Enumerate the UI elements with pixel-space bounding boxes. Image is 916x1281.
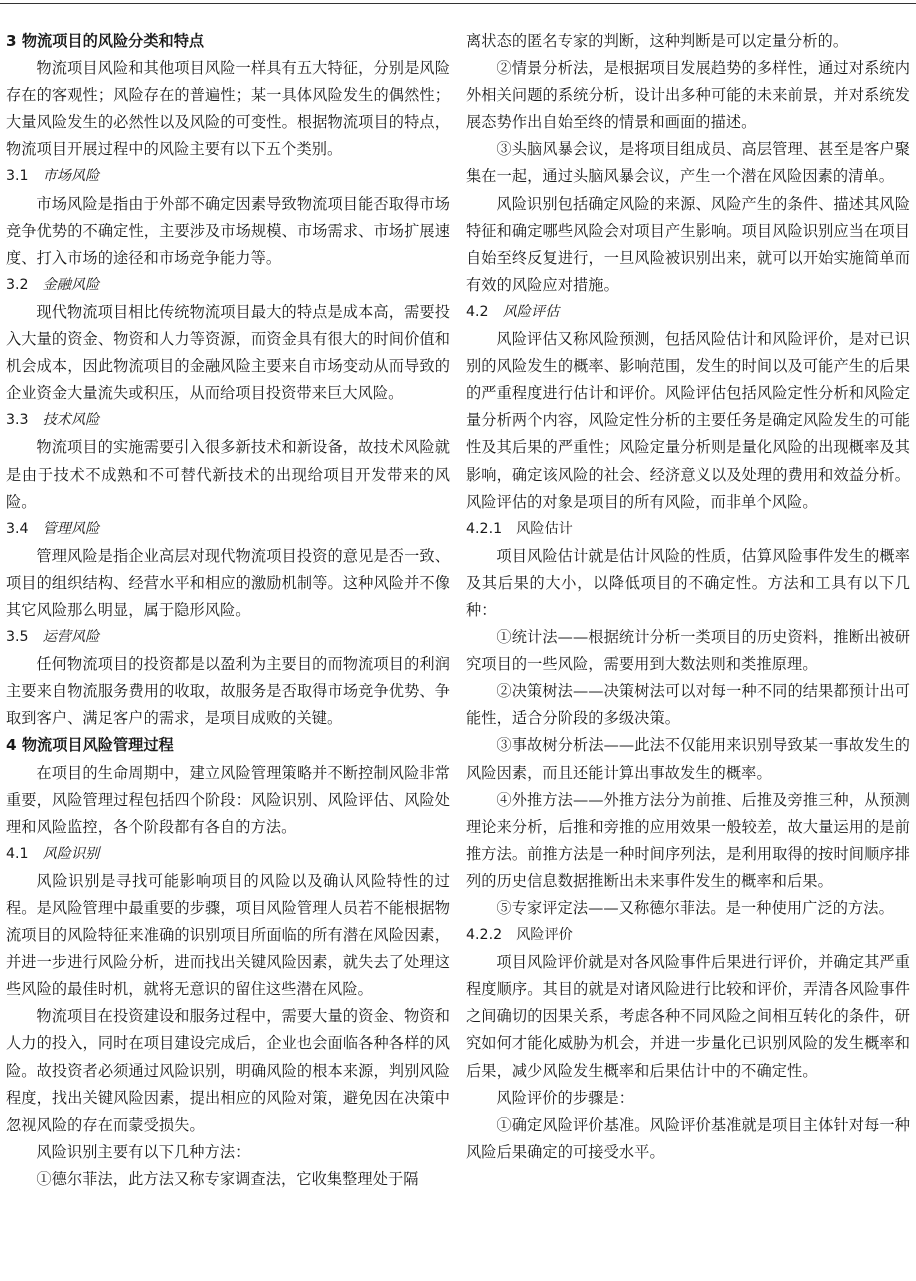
section-4-2-heading xyxy=(466,299,910,326)
section-3-heading: 3 物流项目的风险分类和特点 xyxy=(6,32,205,50)
paragraph: 风险识别包括确定风险的来源、风险产生的条件、描述其风险特征和确定哪些风险会对项目产生影响。项目风险识别应当在项目自始至终反复进行，一旦风险被识别出来，就可以开始实施简单而有效的风险应对措施。 xyxy=(466,194,910,294)
section-title: 风险估计 xyxy=(516,520,573,537)
paragraph: ①德尔菲法，此方法又称专家调查法，它收集整理处于隔 xyxy=(36,1169,419,1188)
section-number: 3.5 xyxy=(6,629,29,646)
paragraph: 管理风险是指企业高层对现代物流项目投资的意见是否一致、项目的组织结构、经营水平和相应的激励机制等。这种风险并不像其它风险那么明显，属于隐形风险。 xyxy=(6,546,450,619)
section-3-5-heading xyxy=(6,624,450,651)
paragraph: 风险评价的步骤是： xyxy=(496,1088,634,1107)
right-column xyxy=(466,28,910,1193)
section-title: 技术风险 xyxy=(42,412,100,429)
section-title: 风险评估 xyxy=(502,303,560,320)
section-title: 风险评价 xyxy=(516,927,573,944)
paragraph-continued: 离状态的匿名专家的判断，这种判断是可以定量分析的。 xyxy=(466,32,849,50)
paragraph: 项目风险估计就是估计风险的性质，估算风险事件发生的概率及其后果的大小，以降低项目的不确定性。方法和工具有以下几种： xyxy=(466,546,910,619)
header-rule xyxy=(0,0,916,4)
section-number: 3.2 xyxy=(6,276,29,293)
article-body xyxy=(0,28,916,1193)
section-title: 风险识别 xyxy=(42,845,100,862)
paragraph: 物流项目在投资建设和服务过程中，需要大量的资金、物资和人力的投入，同时在项目建设完成后，企业也会面临各种各样的风险。故投资者必须通过风险识别，明确风险的根本来源，判别风险程度，找出关键风险因素，提出相应的风险对策，避免因在决策中忽视风险的存在而蒙受损失。 xyxy=(6,1007,450,1134)
section-3-intro: 物流项目风险和其他项目风险一样具有五大特征，分别是风险存在的客观性；风险存在的普遍性；某一具体风险发生的偶然性；大量风险发生的必然性以及风险的可变性。根据物流项目的特点，物流项目开展过程中的风险主要有以下五个类别。 xyxy=(6,59,450,159)
section-3-1-heading xyxy=(6,163,450,190)
paragraph: 市场风险是指由于外部不确定因素导致物流项目能否取得市场竞争优势的不确定性，主要涉及市场规模、市场需求、市场扩展速度、打入市场的途径和市场竞争能力等。 xyxy=(6,194,450,267)
section-title: 运营风险 xyxy=(42,629,100,646)
section-number: 4.2 xyxy=(466,303,489,320)
paragraph: 风险识别主要有以下几种方法： xyxy=(36,1142,251,1161)
section-number: 4.2.1 xyxy=(466,520,503,537)
paragraph: 风险评估又称风险预测，包括风险估计和风险评价，是对已识别的风险发生的概率、影响范围，发生的时间以及可能产生的后果的严重程度进行估计和评价。风险评估包括风险定性分析和风险定量分析两个内容，风险定性分析的主要任务是确定风险发生的可能性及其后果的严重性；风险定量分析则是量化风险的出现概率及其影响，确定该风险的社会、经济意义以及处理的费用和效益分析。风险评估的对象是项目的所有风险，而非单个风险。 xyxy=(466,330,910,511)
step-item: ①确定风险评价基准。风险评价基准就是项目主体针对每一种风险后果确定的可接受水平。 xyxy=(466,1115,910,1161)
section-4-heading: 4 物流项目风险管理过程 xyxy=(6,736,174,755)
paragraph: ②情景分析法，是根据项目发展趋势的多样性，通过对系统内外相关问题的系统分析，设计出多种可能的未来前景，并对系统发展态势作出自始至终的情景和画面的描述。 xyxy=(466,59,910,132)
section-title: 金融风险 xyxy=(42,276,100,293)
section-4-2-1-heading xyxy=(466,516,910,543)
method-item: ①统计法——根据统计分析一类项目的历史资料，推断出被研究项目的一些风险，需要用到大数法则和类推原理。 xyxy=(466,628,910,674)
section-4-2-2-heading xyxy=(466,922,910,949)
section-number: 4.1 xyxy=(6,845,29,862)
paragraph: 现代物流项目相比传统物流项目最大的特点是成本高，需要投入大量的资金、物资和人力等资源，而资金具有很大的时间价值和机会成本，因此物流项目的金融风险主要来自市场变动从而导致的企业资金大量流失或积压，从而给项目投资带来巨大风险。 xyxy=(6,302,450,403)
method-item: ②决策树法——决策树法可以对每一种不同的结果都预计出可能性，适合分阶段的多级决策。 xyxy=(466,682,910,728)
section-number: 3.3 xyxy=(6,412,29,429)
paragraph: 风险识别是寻找可能影响项目的风险以及确认风险特性的过程。是风险管理中最重要的步骤，项目风险管理人员若不能根据物流项目的风险特征来准确的识别项目所面临的所有潜在风险因素，并进一步进行风险分析，进而找出关键风险因素，就失去了处理这些风险的最佳时机，就将无意识的留住这些潜在风险。 xyxy=(6,871,450,999)
method-item: ④外推方法——外推方法分为前推、后推及旁推三种，从预测理论来分析，后推和旁推的应用效果一般较差，故大量运用的是前推方法。前推方法是一种时间序列法，是利用取得的按时间顺序排列的历史信息数据推断出未来事件发生的概率和后果。 xyxy=(466,790,910,890)
left-column xyxy=(6,28,450,1193)
paragraph: ③头脑风暴会议，是将项目组成员、高层管理、甚至是客户聚集在一起，通过头脑风暴会议，产生一个潜在风险因素的清单。 xyxy=(466,140,910,186)
paragraph: 项目风险评价就是对各风险事件后果进行评价，并确定其严重程度顺序。其目的就是对诸风险进行比较和评价，弄清各风险事件之间确切的因果关系，考虑各种不同风险之间相互转化的条件，研究如何才能化威胁为机会，并进一步量化已识别风险的发生概率和后果，减少风险发生概率和后果估计中的不确定性。 xyxy=(466,953,910,1080)
paragraph: 物流项目的实施需要引入很多新技术和新设备，故技术风险就是由于技术不成熟和不可替代新技术的出现给项目开发带来的风险。 xyxy=(6,438,450,511)
section-number: 4.2.2 xyxy=(466,927,503,944)
section-number: 3.4 xyxy=(6,520,29,537)
method-item: ⑤专家评定法——又称德尔菲法。是一种使用广泛的方法。 xyxy=(496,899,894,917)
section-number: 3.1 xyxy=(6,168,29,185)
section-title: 市场风险 xyxy=(42,168,100,185)
section-3-3-heading xyxy=(6,407,450,434)
section-3-2-heading xyxy=(6,272,450,299)
paragraph: 任何物流项目的投资都是以盈利为主要目的而物流项目的利润主要来自物流服务费用的收取，故服务是否取得市场竞争优势、争取到客户、满足客户的需求，是项目成败的关键。 xyxy=(6,655,450,728)
section-4-1-heading xyxy=(6,841,450,868)
section-title: 管理风险 xyxy=(42,520,100,537)
section-3-4-heading xyxy=(6,516,450,543)
method-item: ③事故树分析法——此法不仅能用来识别导致某一事故发生的风险因素，而且还能计算出事故发生的概率。 xyxy=(466,736,910,782)
paragraph: 在项目的生命周期中，建立风险管理策略并不断控制风险非常重要，风险管理过程包括四个阶段：风险识别、风险评估、风险处理和风险监控，各个阶段都有各自的方法。 xyxy=(6,763,450,836)
